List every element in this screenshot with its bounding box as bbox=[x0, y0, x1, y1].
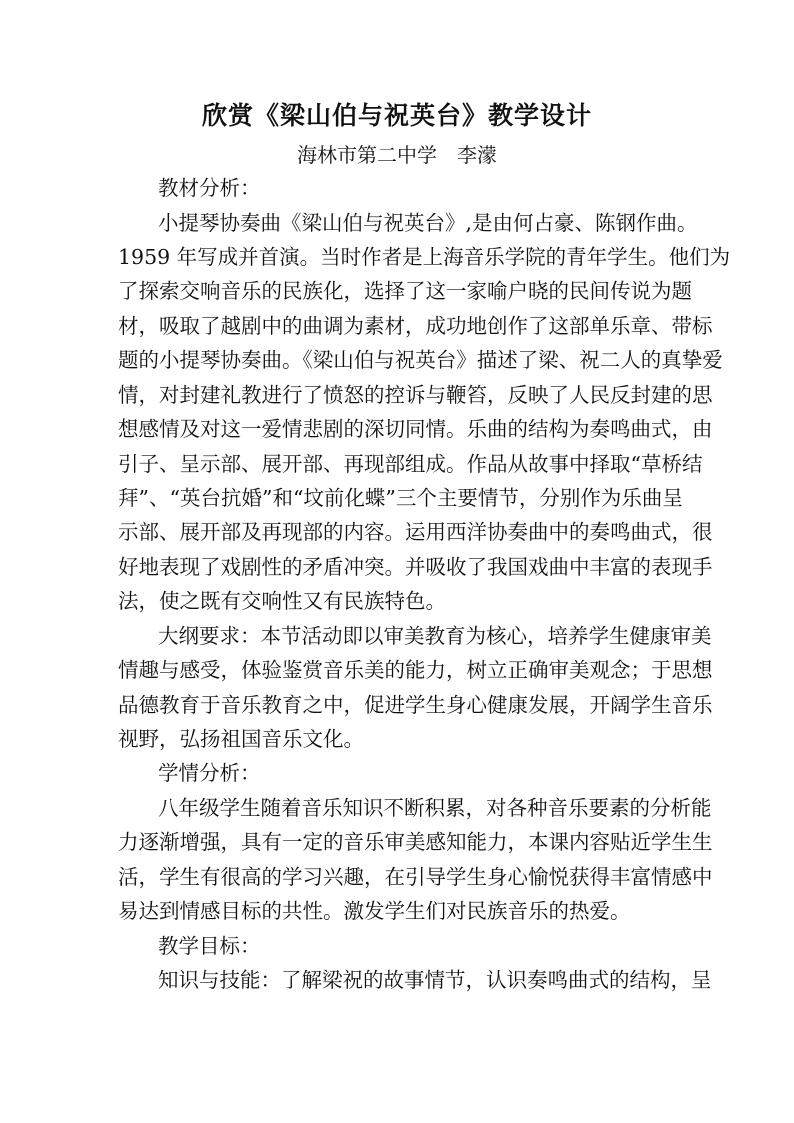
paragraph-line: 拜”、“英台抗婚”和“坟前化蝶”三个主要情节，分别作为乐曲呈 bbox=[118, 486, 683, 510]
section-heading-textbook-analysis: 教材分析： bbox=[158, 176, 261, 200]
paragraph-line: 品德教育于音乐教育之中，促进学生身心健康发展，开阔学生音乐 bbox=[118, 693, 713, 717]
paragraph-line: 示部、展开部及再现部的内容。运用西洋协奏曲中的奏鸣曲式，很 bbox=[118, 520, 713, 544]
paragraph-line: 八年级学生随着音乐知识不断积累，对各种音乐要素的分析能 bbox=[158, 796, 712, 820]
section-heading-teaching-goals: 教学目标： bbox=[158, 934, 261, 958]
paragraph-line: 1959 年写成并首演。当时作者是上海音乐学院的青年学生。他们为 bbox=[118, 245, 731, 269]
paragraph-line: 知识与技能：了解梁祝的故事情节，认识奏鸣曲式的结构，呈 bbox=[158, 968, 712, 992]
section-heading-student-analysis: 学情分析： bbox=[158, 761, 261, 785]
paragraph-line: 材，吸取了越剧中的曲调为素材，成功地创作了这部单乐章、带标 bbox=[118, 314, 713, 338]
document-title: 欣赏《梁山伯与祝英台》教学设计 bbox=[201, 101, 592, 130]
paragraph-line: 情趣与感受，体验鉴赏音乐美的能力，树立正确审美观念；于思想 bbox=[118, 658, 713, 682]
paragraph-line: 力逐渐增强，具有一定的音乐审美感知能力，本课内容贴近学生生 bbox=[118, 830, 713, 854]
paragraph-line: 引子、呈示部、展开部、再现部组成。作品从故事中择取“草桥结 bbox=[118, 452, 703, 476]
paragraph-line: 易达到情感目标的共性。激发学生们对民族音乐的热爱。 bbox=[118, 899, 631, 923]
paragraph-line: 情，对封建礼教进行了愤怒的控诉与鞭笞，反映了人民反封建的思 bbox=[118, 383, 713, 407]
author-line: 海林市第二中学 李濛 bbox=[297, 143, 497, 167]
paragraph-line: 题的小提琴协奏曲。《梁山伯与祝英台》描述了梁、祝二人的真挚爱 bbox=[118, 348, 723, 372]
paragraph-line: 大纲要求：本节活动即以审美教育为核心，培养学生健康审美 bbox=[158, 624, 712, 648]
paragraph-line: 好地表现了戏剧性的矛盾冲突。并吸收了我国戏曲中丰富的表现手 bbox=[118, 555, 713, 579]
paragraph-line: 小提琴协奏曲《梁山伯与祝英台》,是由何占豪、陈钢作曲。 bbox=[158, 211, 698, 235]
paragraph-line: 想感情及对这一爱情悲剧的深切同情。乐曲的结构为奏鸣曲式，由 bbox=[118, 417, 713, 441]
paragraph-line: 了探索交响音乐的民族化，选择了这一家喻户晓的民间传说为题 bbox=[118, 279, 692, 303]
paragraph-line: 活，学生有很高的学习兴趣，在引导学生身心愉悦获得丰富情感中 bbox=[118, 865, 713, 889]
paragraph-line: 视野，弘扬祖国音乐文化。 bbox=[118, 727, 364, 751]
paragraph-line: 法，使之既有交响性又有民族特色。 bbox=[118, 589, 446, 613]
